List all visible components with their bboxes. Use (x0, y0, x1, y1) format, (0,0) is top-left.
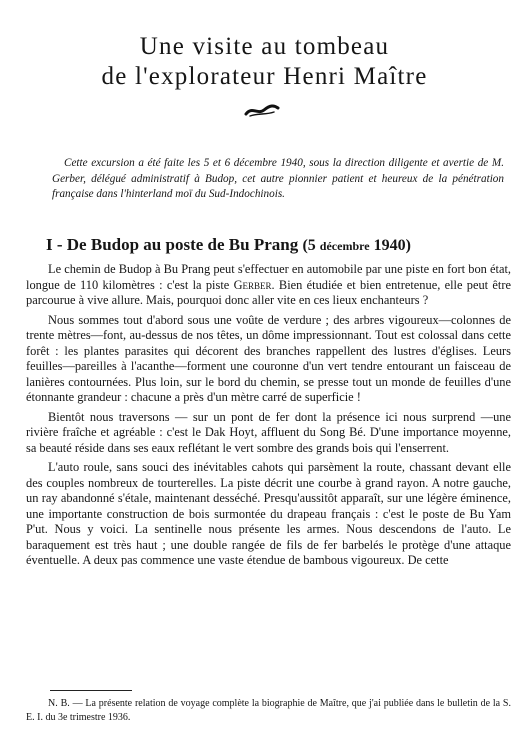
paragraph-3: Bientôt nous traversons — sur un pont de fer dont la présence ici nous surprend —une rivière fraîche et agréable : c'est le Dak Hoyt, affluent du Song Bé. D'une importance moyenne, sa beauté réside dans ses eaux reflétant le vert sombre des grands bois qui l'enserrent. (26, 409, 511, 455)
paragraph-4: L'auto roule, sans souci des inévitables cahots qui parsèment la route, chassant devant elle des couples nombreux de tourterelles. La piste décrit une courbe à grand rayon. A notre gauche, un ray abandonné s'étale, maintenant desséché. Presqu'aussitôt apparaît, sur une légère éminence, une importante construction de bois surmontée du drapeau français : c'est le poste de Bu Yam P'ut. Nous y voici. La sentinelle nous présente les armes. Nous descendons de l'auto. Le baraquement est très haut ; une double rangée de fils de fer barbelés le protège d'une attaque éventuelle. A deux pas commence une vaste étendue de bambous vigoureux. De cette (26, 460, 511, 567)
paragraph-1-part-a: Le chemin de Budop à Bu Prang peut s'effectuer en automobile par une piste en fort bon état, longue de 110 kilomètres : c'est la piste (26, 262, 511, 292)
section-date-open: (5 (302, 237, 316, 254)
intro-paragraph: Cette excursion a été faite les 5 et 6 décembre 1940, sous la direction diligente et avertie de M. Gerber, délégué administratif à Budop, cet autre pionnier patient et heureux de la pénétration française dans l'hinterland moï du Sud-Indochinois. (52, 157, 504, 200)
paragraph-1-part-b: . Bien étudiée et bien entretenue, elle peut être parcourue à vive allure. Mais, pourquoi donc aller vite en ces lieux enchanteurs ? (26, 277, 511, 307)
footnote (26, 697, 511, 724)
section-heading-text: I - De Budop au poste de Bu Prang (46, 235, 299, 254)
person-name-gerber: Gerber (233, 277, 272, 292)
title-line-1: Une visite au tombeau (139, 33, 390, 60)
person-name-maitre: Maître (319, 698, 347, 709)
paragraph-1 (26, 262, 511, 309)
paragraph-2: Nous sommes tout d'abord sous une voûte de verdure ; des arbres vigoureux—colonnes de trente mètres—font, au-dessus de nos têtes, un dôme impressionnant. Tout est colossal dans cette forêt : les plantes parasites qui décorent des branches rappellent des lustres d'églises. Leurs feuilles—pareilles à l'acanthe—forment une couronne d'un vert tendre entourant un faisceau de lanières contournées. Plus loin, sur le bord du chemin, se presse tout un monde de feuilles d'une étonnante grandeur : chacune a près d'un mètre carré de superficie ! (26, 312, 511, 404)
body-text (26, 262, 511, 573)
swash-ornament-icon (244, 103, 280, 119)
section-date-month: décembre (319, 239, 370, 253)
section-date-close: 1940) (373, 237, 411, 254)
title-line-2: de l'explorateur Henri Maître (101, 63, 428, 90)
section-heading (46, 236, 411, 254)
footnote-part-a: N. B. — La présente relation de voyage complète la biographie de (48, 698, 320, 709)
footnote-part-b: , que j'ai publiée dans le bulletin de la S. E. I. du 3e trimestre 1936. (26, 698, 511, 723)
section-date (302, 237, 410, 254)
footnote-divider (50, 690, 132, 691)
